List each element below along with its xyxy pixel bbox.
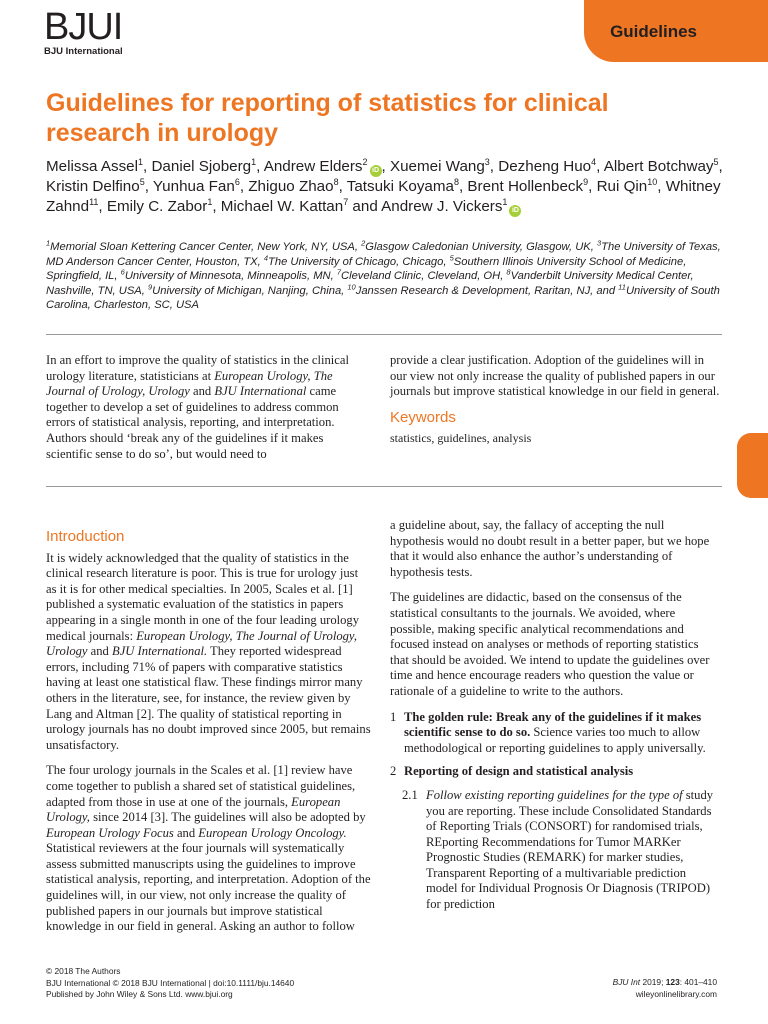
intro-right-column xyxy=(390,518,720,919)
guideline-item-2-1 xyxy=(390,788,720,913)
author xyxy=(153,178,240,195)
affiliation-number: 9 xyxy=(147,281,153,291)
logo-mark: BJUI xyxy=(44,6,123,48)
divider-bottom xyxy=(46,486,722,487)
author-affiliation-number: 7 xyxy=(343,196,349,207)
author xyxy=(347,178,459,195)
author-separator: , xyxy=(256,158,264,175)
affiliation-number: 1 xyxy=(46,238,51,248)
author xyxy=(467,178,588,195)
website: wileyonlinelibrary.com xyxy=(635,988,717,999)
text-run: came together to develop a set of guidelines to address common errors of statistical analysis, reporting, and interpretation. Authors should ‘break any of the guidelines if it makes scientific sense to do so’, but would need to xyxy=(46,384,339,461)
intro-left-column xyxy=(46,529,371,945)
italic-text: European Urology Oncology. xyxy=(198,825,347,840)
author-separator: , xyxy=(212,197,221,215)
abstract-left xyxy=(46,353,371,472)
author xyxy=(390,158,490,175)
affiliation-text: Glasgow Caledonian University, Glasgow, UK, xyxy=(365,241,597,253)
affiliation-text: The University of Chicago, Chicago, xyxy=(268,255,450,268)
author-name: Emily C. Zabor xyxy=(106,197,208,215)
text-run: It is widely acknowledged that the quality of statistics in the clinical research literature is poor. This is true for urology just as it is for other medical specialties. In 2005, Scales et al. [1] published a systematic evaluation of the statistics in papers appearing in a single month in one of the four leading urology medical journals: xyxy=(46,550,360,643)
item-bold: Reporting of design and statistical analysis xyxy=(404,764,634,779)
citation-year: 2019; xyxy=(640,977,666,987)
author-name: Dezheng Huo xyxy=(498,158,592,175)
citation-pages: : 401–410 xyxy=(679,977,717,987)
author-separator: , xyxy=(458,178,468,195)
author-name: Whitney Zahnd xyxy=(46,178,721,215)
affiliations xyxy=(46,240,726,313)
affiliation-text: The University of Texas, MD Anderson Cancer Center, Houston, TX, xyxy=(46,241,721,268)
guideline-item-2 xyxy=(390,764,720,780)
affiliation-text: University of Minnesota, Minneapolis, MN, xyxy=(124,270,337,282)
section-tab xyxy=(584,0,768,62)
author-name: Rui Qin xyxy=(596,178,648,195)
author-affiliation-number: 11 xyxy=(89,196,99,207)
intro-paragraph-3: a guideline about, say, the fallacy of accepting the null hypothesis would no doubt result in a better paper, but we hope that it would also enhance the author’s understanding of hypothesis tests. xyxy=(390,518,710,579)
italic-text: European Urology, The Journal of Urology, Urology xyxy=(46,628,357,659)
item-number: 2.1 xyxy=(402,787,418,802)
author-affiliation-number: 6 xyxy=(234,176,240,187)
author-separator: , xyxy=(338,178,347,195)
text-run: and xyxy=(173,825,199,840)
affiliation-text: Southern Illinois University School of Medicine, Springfield, IL, xyxy=(46,255,687,282)
affiliation-number: 3 xyxy=(596,238,602,248)
text-run: and xyxy=(87,644,112,659)
author-separator: , xyxy=(489,158,499,175)
guideline-item-1 xyxy=(390,710,720,757)
italic-text: European Urology, xyxy=(46,794,341,825)
author xyxy=(221,198,348,215)
orcid-icon[interactable]: iD xyxy=(370,165,382,177)
author-affiliation-number: 8 xyxy=(453,176,459,187)
affiliation-number: 5 xyxy=(449,252,454,262)
author-name: Brent Hollenbeck xyxy=(467,178,584,195)
author-affiliation-number: 1 xyxy=(138,156,144,167)
text-run: Statistical reviewers at the four journals will systematically assess submitted manuscripts using the guidelines to improve statistical analysis, reporting, and interpretation. Adoption of the guidelines will, in our view, not only increase the quality of published papers in our journals but improve statistical knowledge in our field in general. Asking an author to follow xyxy=(46,841,371,934)
publisher-line: Published by John Wiley & Sons Ltd. www.bjui.org xyxy=(46,989,233,999)
author-affiliation-number: 8 xyxy=(333,176,339,187)
author-separator: , xyxy=(657,178,666,195)
author-affiliation-number: 3 xyxy=(484,156,490,167)
author-affiliation-number: 2 xyxy=(362,156,368,167)
affiliation-text: University of South Carolina, Charleston, SC, USA xyxy=(46,284,720,311)
item-italic: Follow existing reporting guidelines for the type of xyxy=(426,787,683,802)
author-affiliation-number: 10 xyxy=(647,176,658,187)
section-label: Guidelines xyxy=(610,22,697,41)
author-separator: , xyxy=(143,158,152,175)
author-affiliation-number: 1 xyxy=(502,196,508,207)
affiliation-number: 6 xyxy=(120,267,125,277)
author xyxy=(597,178,658,195)
introduction-heading: Introduction xyxy=(46,528,125,545)
italic-text: BJU International xyxy=(214,384,307,399)
affiliation-number: 7 xyxy=(336,267,342,277)
italic-text: European Urology, The Journal of Urology, Urology xyxy=(46,368,333,399)
author xyxy=(248,178,338,195)
copyright: © 2018 The Authors xyxy=(46,966,121,976)
author-name: Tatsuki Koyama xyxy=(346,178,454,195)
author-separator: , xyxy=(98,197,107,215)
intro-paragraph-4: The guidelines are didactic, based on the consensus of the statistical consultants to the journals. We avoided, where possible, making specific analytical recommendations and focused instead on analyses or methods of reporting statistics that should be avoided. We intend to update the guidelines over time and hence encourage readers who question the value or rationale of a guideline to write to the authors. xyxy=(390,590,710,698)
affiliation-text: Cleveland Clinic, Cleveland, OH, xyxy=(341,270,507,282)
author-name: Andrew Elders xyxy=(263,158,363,175)
citation-volume: 123 xyxy=(665,977,680,987)
author xyxy=(381,198,521,215)
italic-text: European Urology Focus xyxy=(46,825,174,840)
author-affiliation-number: 9 xyxy=(583,176,589,187)
author-separator: , xyxy=(381,158,390,175)
footer-left xyxy=(46,966,294,1001)
author-affiliation-number: 5 xyxy=(139,176,145,187)
affiliation-text: Memorial Sloan Kettering Cancer Center, New York, NY, USA, xyxy=(50,241,362,253)
author-name: Kristin Delfino xyxy=(46,178,140,195)
intro-paragraph-1 xyxy=(46,551,371,754)
item-text: study you are reporting. These include Consolidated Standards of Reporting Trials (CONSORT) for randomised trials, REporting Recommendations for Tumor MARKer Prognostic Studies (REMARK) for marker studies, Transparent Reporting of a multivariable prediction model for Individual Prognosis Or Diagnosis (TRIPOD) for prediction xyxy=(426,787,714,912)
author-separator: , xyxy=(596,158,604,175)
citation xyxy=(613,977,717,989)
item-text: Science varies too much to allow methodological or reporting guidelines to apply universally. xyxy=(404,725,706,755)
footer-right xyxy=(613,977,717,1000)
author-separator: , xyxy=(718,158,723,175)
author-separator: , xyxy=(588,178,597,195)
author xyxy=(604,158,719,175)
author xyxy=(498,158,596,175)
side-thumb-tab xyxy=(737,433,768,498)
author-name: Daniel Sjoberg xyxy=(151,158,252,175)
affiliation-number: 2 xyxy=(361,238,366,248)
author-separator: and xyxy=(348,197,382,215)
affiliation-number: 8 xyxy=(506,267,511,277)
affiliation-number: 4 xyxy=(263,252,269,262)
intro-paragraph-2 xyxy=(46,763,371,935)
journal-doi-line: BJU International © 2018 BJU International | doi:10.1111/bju.14640 xyxy=(46,977,295,988)
author-separator: , xyxy=(144,178,153,195)
affiliation-text: Janssen Research & Development, Raritan, NJ, and xyxy=(355,284,619,297)
orcid-icon[interactable]: iD xyxy=(509,205,521,217)
item-number: 2 xyxy=(390,764,397,779)
italic-text: BJU International. xyxy=(112,644,208,659)
logo-subtext: BJU International xyxy=(44,46,123,57)
affiliation-number: 10 xyxy=(347,281,356,291)
affiliation-text: University of Michigan, Nanjing, China, xyxy=(152,284,348,297)
author-affiliation-number: 4 xyxy=(591,156,597,167)
item-bold: The golden rule: Break any of the guidelines if it makes scientific sense to do so. xyxy=(404,709,702,740)
item-number: 1 xyxy=(390,709,397,724)
author xyxy=(46,158,143,175)
abstract-right xyxy=(390,353,720,457)
text-run: and xyxy=(189,384,215,399)
affiliation-number: 11 xyxy=(618,281,626,291)
author-name: Yunhua Fan xyxy=(152,178,235,195)
affiliation-text: Vanderbilt University Medical Center, Nashville, TN, USA, xyxy=(46,270,694,297)
author-list xyxy=(46,157,736,217)
author xyxy=(46,178,145,195)
journal-logo xyxy=(44,8,123,57)
author-name: Michael W. Kattan xyxy=(220,197,344,215)
abstract-text-right: provide a clear justification. Adoption of the guidelines will in our view not only increase the quality of published papers in our journals but improve statistical knowledge in our field in general. xyxy=(390,353,720,399)
author-affiliation-number: 1 xyxy=(207,196,213,207)
keywords-heading: Keywords xyxy=(390,408,456,426)
author xyxy=(264,158,382,175)
citation-journal: BJU Int xyxy=(612,977,641,987)
abstract-text-left xyxy=(46,353,371,462)
author-name: Albert Botchway xyxy=(603,158,714,175)
divider-top xyxy=(46,334,722,335)
text-run: since 2014 [3]. The guidelines will also be adopted by xyxy=(89,810,366,825)
author-affiliation-number: 1 xyxy=(251,156,257,167)
author xyxy=(107,198,212,215)
article-title: Guidelines for reporting of statistics for clinical research in urology xyxy=(46,89,609,147)
text-run: The four urology journals in the Scales et al. [1] review have come together to publish a shared set of statistical guidelines, adapted from those in use at one of the journals, xyxy=(46,763,356,809)
author-name: Andrew J. Vickers xyxy=(381,197,503,215)
author-separator: , xyxy=(239,178,249,195)
author-name: Xuemei Wang xyxy=(389,158,485,175)
text-run: They reported widespread errors, including 71% of papers with comparative statistics having at least one statistical flaw. These findings mirror many others in the literature, see, for instance, the review given by Lang and Altman [2]. The quality of statistical reporting in urology journals has no doubt improved since 2005, but remains unsatisfactory. xyxy=(46,644,371,752)
keywords: statistics, guidelines, analysis xyxy=(390,431,532,446)
text-run: In an effort to improve the quality of statistics in the clinical urology literature, statisticians at xyxy=(46,353,349,383)
author-name: Melissa Assel xyxy=(46,158,138,175)
author xyxy=(151,158,256,175)
author-name: Zhiguo Zhao xyxy=(248,178,334,195)
author-affiliation-number: 5 xyxy=(713,156,719,167)
